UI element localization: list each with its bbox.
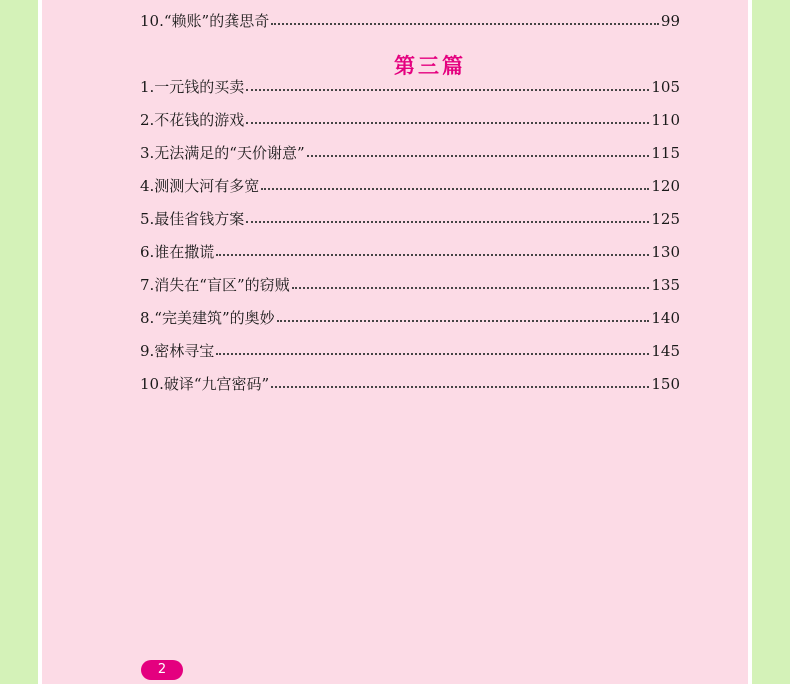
- dot-leader: [246, 221, 649, 223]
- toc-entry[interactable]: [140, 140, 680, 162]
- toc-entry-title: 8.“完美建筑”的奥妙: [140, 309, 275, 327]
- toc-entry-page: 150: [651, 375, 680, 393]
- page-right-border: [748, 0, 752, 684]
- toc-entry[interactable]: [140, 272, 680, 294]
- toc-entry-page: 99: [660, 12, 680, 30]
- page-number-badge: 2: [141, 660, 183, 680]
- toc-entry-page: 135: [651, 276, 680, 294]
- section-heading: 第三篇: [394, 54, 466, 78]
- document-page: [42, 0, 748, 684]
- dot-leader: [271, 23, 659, 25]
- toc-entry[interactable]: [140, 107, 680, 129]
- toc-entry-page: 125: [651, 210, 680, 228]
- toc-entry[interactable]: [140, 173, 680, 195]
- toc-entry-title: 1.一元钱的买卖: [140, 78, 245, 96]
- toc-entry-page: 115: [651, 144, 680, 162]
- toc-entry[interactable]: [140, 239, 680, 261]
- toc-entry[interactable]: [140, 371, 680, 393]
- dot-leader: [246, 89, 649, 91]
- dot-leader: [216, 353, 649, 355]
- dot-leader: [271, 386, 649, 388]
- toc-entry-title: 5.最佳省钱方案: [140, 210, 245, 228]
- dot-leader: [277, 320, 650, 322]
- toc-entry-page: 110: [651, 111, 680, 129]
- toc-entry-page: 130: [651, 243, 680, 261]
- toc-entry-page: 145: [651, 342, 680, 360]
- toc-entry-title: 4.测测大河有多宽: [140, 177, 260, 195]
- dot-leader: [292, 287, 650, 289]
- toc-entry-title: 7.消失在“盲区”的窃贼: [140, 276, 290, 294]
- toc-entry-title: 6.谁在撒谎: [140, 243, 215, 261]
- toc-entry-title: 2.不花钱的游戏: [140, 111, 245, 129]
- toc-entry-page: 105: [651, 78, 680, 96]
- dot-leader: [216, 254, 649, 256]
- toc-entry-title: 10.破译“九宫密码”: [140, 375, 270, 393]
- toc-entry-page: 120: [651, 177, 680, 195]
- toc-entry-title: 9.密林寻宝: [140, 342, 215, 360]
- toc-entry[interactable]: [140, 74, 680, 96]
- dot-leader: [246, 122, 649, 124]
- dot-leader: [307, 155, 650, 157]
- toc-entry-title: 3.无法满足的“天价谢意”: [140, 144, 305, 162]
- toc-entry[interactable]: [140, 338, 680, 360]
- toc-entry[interactable]: [140, 206, 680, 228]
- toc-entry-title: 10.“赖账”的龚思奇: [140, 12, 270, 30]
- toc-entry-page: 140: [651, 309, 680, 327]
- dot-leader: [261, 188, 649, 190]
- toc-entry[interactable]: [140, 305, 680, 327]
- toc-entry-previous-section[interactable]: [140, 8, 680, 30]
